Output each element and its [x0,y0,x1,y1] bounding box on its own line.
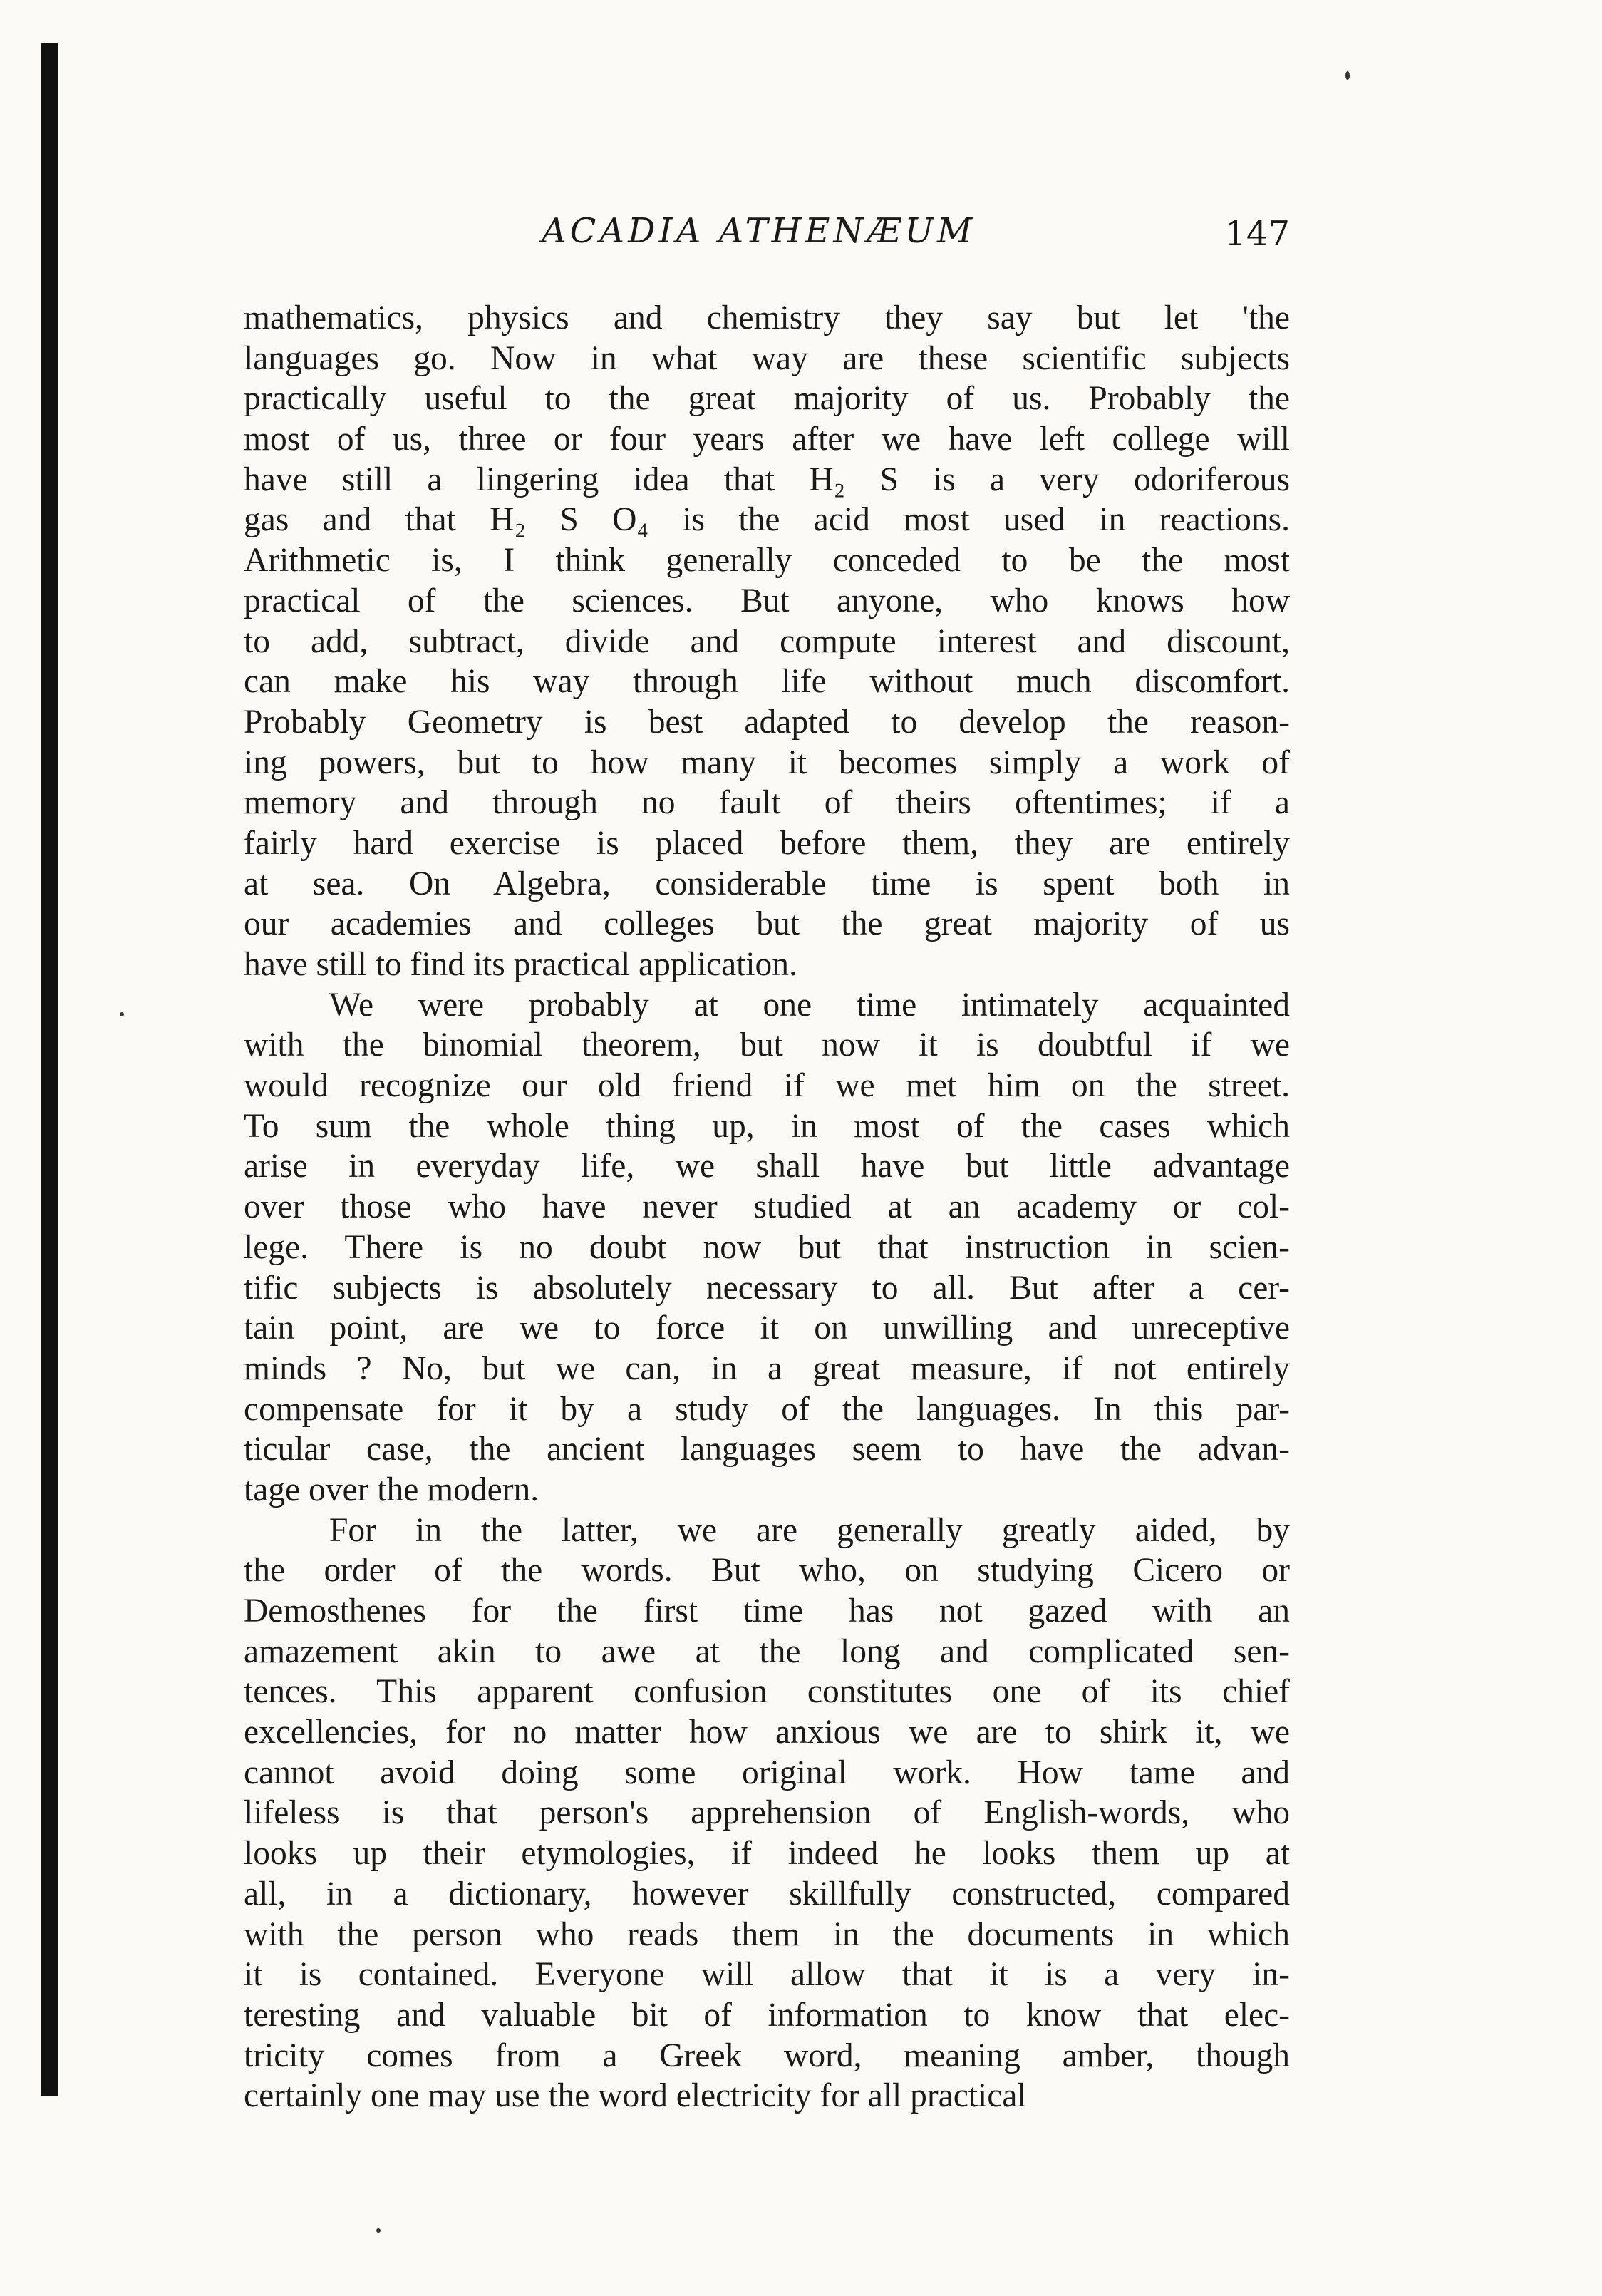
text-line: ing powers, but to how many it becomes simply a work of [244,743,1290,781]
text-line: to add, subtract, divide and compute interest and discount, [244,622,1290,660]
text-line: gas and that H₂ S O₄ is the acid most used in reactions. [244,501,1290,539]
paragraph [244,298,1290,985]
text-line: languages go. Now in what way are these scientific subjects [244,339,1290,377]
text-line: fairly hard exercise is placed before them, they are entirely [244,824,1290,862]
text-line: with the binomial theorem, but now it is doubtful if we [244,1026,1290,1064]
text-line: compensate for it by a study of the languages. In this par- [244,1390,1290,1428]
text-line: it is contained. Everyone will allow that it is a very in- [244,1956,1290,1994]
text-line: the order of the words. But who, on studying Cicero or [244,1552,1290,1590]
text-line: excellencies, for no matter how anxious we are to shirk it, we [244,1714,1290,1751]
text-line: practical of the sciences. But anyone, who knows how [244,582,1290,619]
text-line: tage over the modern. [244,1471,539,1508]
text-line: tain point, are we to force it on unwilling and unreceptive [244,1309,1290,1347]
text-line: For in the latter, we are generally greatly aided, by [329,1511,1290,1549]
text-line: can make his way through life without much discomfort. [244,663,1290,701]
text-line: memory and through no fault of theirs oftentimes; if a [244,784,1290,822]
paragraph [244,985,1290,1510]
text-line: We were probably at one time intimately acquainted [329,986,1290,1024]
text-line: arise in everyday life, we shall have but little advantage [244,1148,1290,1185]
text-line: practically useful to the great majority of us. Probably the [244,380,1290,418]
page-header [242,211,1290,275]
text-line: tences. This apparent confusion constitutes one of its chief [244,1673,1290,1711]
speck-mark [1345,71,1350,80]
body-text [244,298,1290,2116]
running-title: ACADIA ATHENÆUM [542,211,976,251]
text-line: have still to find its practical application. [244,946,797,983]
speck-mark [376,2228,381,2233]
text-line: teresting and valuable bit of information to know that elec- [244,1996,1290,2034]
text-line: Arithmetic is, I think generally conceded to be the most [244,542,1290,580]
binding-edge [41,43,58,2096]
text-line: all, in a dictionary, however skillfully constructed, compared [244,1875,1290,1913]
text-line: at sea. On Algebra, considerable time is spent both in [244,865,1290,902]
text-line: over those who have never studied at an academy or col- [244,1188,1290,1226]
text-line: Demosthenes for the first time has not gazed with an [244,1592,1290,1630]
text-line: lege. There is no doubt now but that instruction in scien- [244,1228,1290,1266]
text-line: amazement akin to awe at the long and complicated sen- [244,1632,1290,1670]
text-line: tricity comes from a Greek word, meaning amber, though [244,2037,1290,2074]
text-line: tific subjects is absolutely necessary to all. But after a cer- [244,1269,1290,1307]
text-line: lifeless is that person's apprehension of English-words, who [244,1794,1290,1832]
page-number: 147 [1224,214,1290,254]
text-line: most of us, three or four years after we have left college will [244,421,1290,458]
text-line: would recognize our old friend if we met him on the street. [244,1067,1290,1105]
text-line: have still a lingering idea that H₂ S is a very odoriferous [244,460,1290,498]
text-line: ticular case, the ancient languages seem to have the advan- [244,1431,1290,1468]
speck-mark [120,1012,124,1016]
text-line: Probably Geometry is best adapted to develop the reason- [244,703,1290,741]
text-line: cannot avoid doing some original work. How tame and [244,1754,1290,1791]
text-line: with the person who reads them in the documents in which [244,1915,1290,1953]
text-line: minds ? No, but we can, in a great measure, if not entirely [244,1349,1290,1387]
text-line: mathematics, physics and chemistry they say but let 'the [244,299,1290,336]
paragraph [244,1510,1290,2116]
text-line: our academies and colleges but the great majority of us [244,905,1290,943]
text-line: certainly one may use the word electricity for all practical [244,2077,1027,2115]
text-line: To sum the whole thing up, in most of the cases which [244,1107,1290,1145]
text-line: looks up their etymologies, if indeed he looks them up at [244,1835,1290,1873]
